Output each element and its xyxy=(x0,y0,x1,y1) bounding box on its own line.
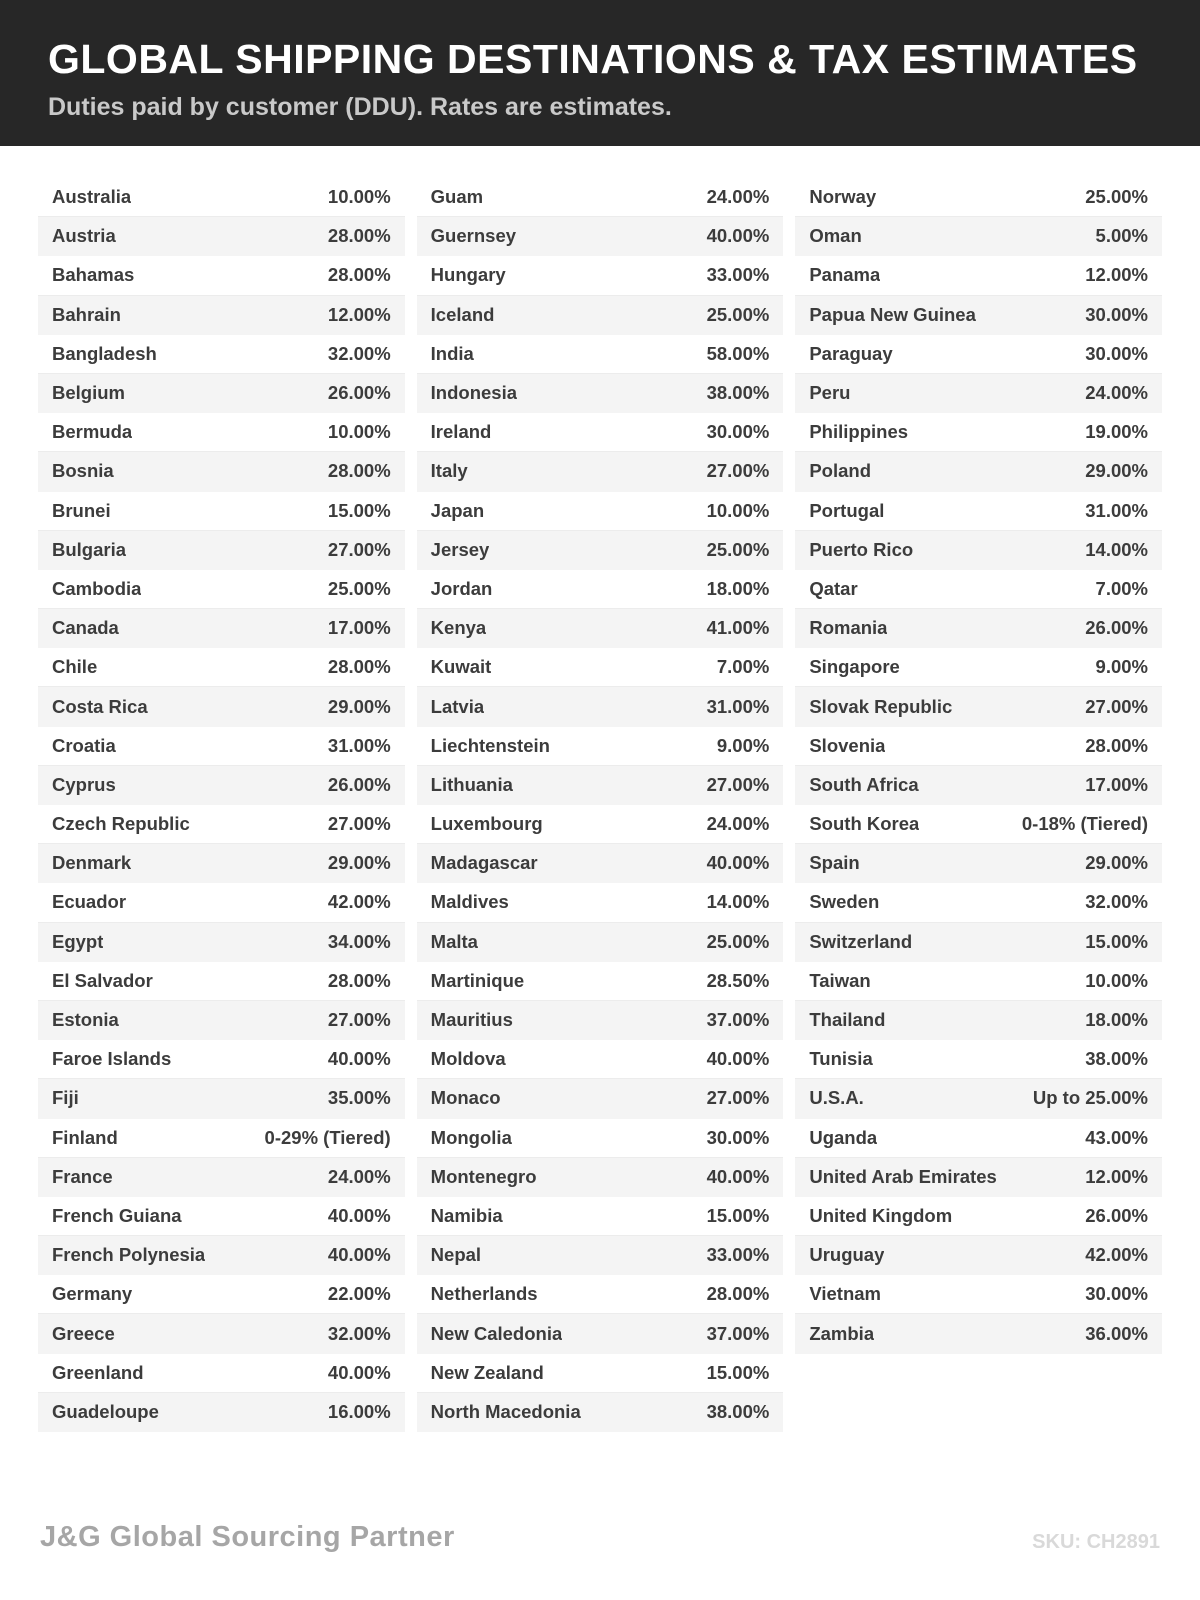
tax-rate: 26.00% xyxy=(327,773,391,795)
country-name: France xyxy=(52,1165,113,1187)
tax-rate: 27.00% xyxy=(706,773,770,795)
country-name: Oman xyxy=(809,225,862,247)
country-name: Czech Republic xyxy=(52,813,190,835)
country-name: South Africa xyxy=(809,773,919,795)
country-name: Ireland xyxy=(430,421,492,443)
page-footer xyxy=(40,1521,1160,1554)
country-name: Qatar xyxy=(809,577,858,599)
table-row xyxy=(795,844,1162,883)
country-name: El Salvador xyxy=(52,969,153,991)
tax-rate: 10.00% xyxy=(327,421,391,443)
table-row xyxy=(417,766,784,805)
country-name: Estonia xyxy=(52,1009,119,1031)
country-name: United Kingdom xyxy=(809,1204,953,1226)
table-row xyxy=(417,727,784,766)
table-row xyxy=(417,178,784,217)
tax-rate: 12.00% xyxy=(327,303,391,325)
tax-rate: 28.00% xyxy=(327,460,391,482)
tax-rate: 7.00% xyxy=(1095,577,1149,599)
tax-rate: 36.00% xyxy=(1085,1322,1149,1344)
country-name: Greece xyxy=(52,1322,115,1344)
country-name: Poland xyxy=(809,460,872,482)
table-row xyxy=(795,256,1162,295)
table-row xyxy=(417,609,784,648)
country-name: Spain xyxy=(809,852,860,874)
tax-rate: 10.00% xyxy=(706,499,770,521)
country-name: New Caledonia xyxy=(430,1322,563,1344)
table-row xyxy=(38,492,405,531)
table-row xyxy=(38,962,405,1001)
country-name: Germany xyxy=(52,1283,133,1305)
table-row xyxy=(417,844,784,883)
country-name: Australia xyxy=(52,186,132,208)
table-row xyxy=(38,413,405,452)
table-row xyxy=(417,687,784,726)
country-name: Namibia xyxy=(430,1204,503,1226)
table-row xyxy=(795,296,1162,335)
country-name: Papua New Guinea xyxy=(809,303,976,325)
tax-rate: 28.00% xyxy=(327,656,391,678)
country-name: Uruguay xyxy=(809,1244,885,1266)
country-name: Slovenia xyxy=(809,734,886,756)
tax-rate: 30.00% xyxy=(1085,303,1149,325)
country-name: Bulgaria xyxy=(52,538,127,560)
tax-rate: 24.00% xyxy=(706,186,770,208)
tax-rate: 9.00% xyxy=(1095,656,1149,678)
table-row xyxy=(795,687,1162,726)
country-name: Panama xyxy=(809,264,881,286)
country-name: French Guiana xyxy=(52,1204,182,1226)
tax-rate: 29.00% xyxy=(1085,852,1149,874)
table-row xyxy=(38,687,405,726)
tax-rate: 41.00% xyxy=(706,617,770,639)
table-row xyxy=(417,805,784,844)
country-name: Japan xyxy=(430,499,485,521)
tax-rate-table xyxy=(0,146,1200,1432)
table-row xyxy=(38,178,405,217)
tax-rate: 17.00% xyxy=(327,617,391,639)
country-name: India xyxy=(430,342,474,364)
page-title: GLOBAL SHIPPING DESTINATIONS & TAX ESTIMATES xyxy=(48,36,1138,82)
table-row xyxy=(38,1314,405,1353)
table-column-2 xyxy=(417,178,784,1432)
country-name: Romania xyxy=(809,617,888,639)
table-row xyxy=(417,570,784,609)
tax-rate: 10.00% xyxy=(327,186,391,208)
tax-rate: 27.00% xyxy=(327,813,391,835)
table-row xyxy=(795,413,1162,452)
tax-rate: 30.00% xyxy=(1085,342,1149,364)
table-row xyxy=(38,1275,405,1314)
tax-rate: 38.00% xyxy=(706,1400,770,1422)
page-header xyxy=(0,0,1200,146)
tax-rate: 32.00% xyxy=(327,342,391,364)
table-row xyxy=(38,570,405,609)
country-name: French Polynesia xyxy=(52,1244,206,1266)
country-name: Switzerland xyxy=(809,930,913,952)
country-name: Portugal xyxy=(809,499,885,521)
table-row xyxy=(38,296,405,335)
table-row xyxy=(417,1001,784,1040)
table-row xyxy=(38,844,405,883)
tax-rate: 40.00% xyxy=(327,1361,391,1383)
table-row xyxy=(795,1040,1162,1079)
country-name: Madagascar xyxy=(430,852,538,874)
table-column-1 xyxy=(38,178,405,1432)
table-row xyxy=(38,1197,405,1236)
country-name: Bahrain xyxy=(52,303,121,325)
tax-rate: 15.00% xyxy=(1085,930,1149,952)
tax-rate: 32.00% xyxy=(1085,891,1149,913)
table-row xyxy=(795,962,1162,1001)
country-name: Monaco xyxy=(430,1087,501,1109)
tax-rate: 24.00% xyxy=(706,813,770,835)
country-name: Costa Rica xyxy=(52,695,148,717)
table-row xyxy=(417,374,784,413)
country-name: Bahamas xyxy=(52,264,135,286)
tax-rate: 0-18% (Tiered) xyxy=(1021,813,1149,835)
tax-rate: 27.00% xyxy=(706,1087,770,1109)
tax-rate: 31.00% xyxy=(327,734,391,756)
table-row xyxy=(795,1236,1162,1275)
country-name: Fiji xyxy=(52,1087,79,1109)
table-row xyxy=(795,492,1162,531)
country-name: Luxembourg xyxy=(430,813,543,835)
country-name: Guam xyxy=(430,186,484,208)
tax-rate: 28.00% xyxy=(327,225,391,247)
tax-rate: 28.00% xyxy=(1085,734,1149,756)
table-row xyxy=(795,1079,1162,1118)
table-row xyxy=(38,727,405,766)
country-name: Ecuador xyxy=(52,891,127,913)
country-name: Jersey xyxy=(430,538,490,560)
table-row xyxy=(417,1119,784,1158)
country-name: New Zealand xyxy=(430,1361,544,1383)
table-row xyxy=(795,217,1162,256)
tax-rate: 42.00% xyxy=(1085,1244,1149,1266)
country-name: South Korea xyxy=(809,813,920,835)
tax-rate: 38.00% xyxy=(706,382,770,404)
country-name: Latvia xyxy=(430,695,485,717)
country-name: Uganda xyxy=(809,1126,878,1148)
table-row xyxy=(417,1040,784,1079)
table-row xyxy=(795,727,1162,766)
country-name: Jordan xyxy=(430,577,493,599)
table-row xyxy=(38,1001,405,1040)
country-name: Maldives xyxy=(430,891,509,913)
table-row xyxy=(795,805,1162,844)
sku-label: SKU: CH2891 xyxy=(1032,1531,1160,1553)
table-row xyxy=(417,413,784,452)
tax-rate: 5.00% xyxy=(1095,225,1149,247)
country-name: Canada xyxy=(52,617,119,639)
country-name: Cyprus xyxy=(52,773,116,795)
tax-rate: 15.00% xyxy=(706,1204,770,1226)
table-row xyxy=(795,609,1162,648)
table-row xyxy=(38,374,405,413)
country-name: Italy xyxy=(430,460,468,482)
tax-rate: 40.00% xyxy=(706,225,770,247)
country-name: Bermuda xyxy=(52,421,133,443)
country-name: Sweden xyxy=(809,891,880,913)
tax-rate: 34.00% xyxy=(327,930,391,952)
tax-rate: 43.00% xyxy=(1085,1126,1149,1148)
country-name: Guadeloupe xyxy=(52,1400,159,1422)
country-name: Chile xyxy=(52,656,98,678)
table-row xyxy=(417,256,784,295)
country-name: Martinique xyxy=(430,969,525,991)
tax-rate: 24.00% xyxy=(327,1165,391,1187)
country-name: Kuwait xyxy=(430,656,492,678)
country-name: Malta xyxy=(430,930,478,952)
table-row xyxy=(417,1079,784,1118)
tax-rate: 31.00% xyxy=(1085,499,1149,521)
country-name: Tunisia xyxy=(809,1048,873,1070)
tax-rate: 58.00% xyxy=(706,342,770,364)
tax-rate: 27.00% xyxy=(1085,695,1149,717)
tax-rate: 30.00% xyxy=(706,1126,770,1148)
table-row xyxy=(417,492,784,531)
country-name: Taiwan xyxy=(809,969,871,991)
country-name: Thailand xyxy=(809,1009,886,1031)
tax-rate: 18.00% xyxy=(1085,1009,1149,1031)
brand-name: J&G Global Sourcing Partner xyxy=(40,1521,455,1553)
tax-rate: 24.00% xyxy=(1085,382,1149,404)
tax-rate: 30.00% xyxy=(706,421,770,443)
country-name: Finland xyxy=(52,1126,118,1148)
table-row xyxy=(38,1236,405,1275)
tax-rate: 35.00% xyxy=(327,1087,391,1109)
country-name: Liechtenstein xyxy=(430,734,550,756)
country-name: Lithuania xyxy=(430,773,513,795)
tax-rate: 27.00% xyxy=(706,460,770,482)
table-row xyxy=(795,374,1162,413)
tax-rate: 38.00% xyxy=(1085,1048,1149,1070)
table-row xyxy=(417,648,784,687)
table-row xyxy=(795,1314,1162,1353)
tax-rate: 25.00% xyxy=(706,538,770,560)
table-row xyxy=(417,1275,784,1314)
tax-rate: 28.00% xyxy=(706,1283,770,1305)
country-name: Philippines xyxy=(809,421,909,443)
tax-rate: 0-29% (Tiered) xyxy=(264,1126,391,1148)
table-row xyxy=(417,962,784,1001)
table-row xyxy=(795,1275,1162,1314)
tax-rate: 29.00% xyxy=(1085,460,1149,482)
tax-rate: 15.00% xyxy=(327,499,391,521)
table-row xyxy=(417,1393,784,1432)
table-row xyxy=(417,1354,784,1393)
tax-rate: 32.00% xyxy=(327,1322,391,1344)
table-row xyxy=(38,1079,405,1118)
table-row xyxy=(795,648,1162,687)
tax-rate: 14.00% xyxy=(1085,538,1149,560)
table-row xyxy=(38,609,405,648)
tax-rate: 18.00% xyxy=(706,577,770,599)
tax-rate: 40.00% xyxy=(327,1244,391,1266)
table-row xyxy=(38,805,405,844)
tax-rate: 26.00% xyxy=(1085,617,1149,639)
table-row xyxy=(417,1314,784,1353)
table-row xyxy=(795,923,1162,962)
tax-rate: 22.00% xyxy=(327,1283,391,1305)
table-column-3 xyxy=(795,178,1162,1354)
table-row xyxy=(38,1040,405,1079)
table-row xyxy=(38,531,405,570)
country-name: Montenegro xyxy=(430,1165,537,1187)
table-row xyxy=(38,923,405,962)
country-name: Belgium xyxy=(52,382,125,404)
table-row xyxy=(417,883,784,922)
tax-rate: 40.00% xyxy=(706,852,770,874)
country-name: Slovak Republic xyxy=(809,695,953,717)
tax-rate: 14.00% xyxy=(706,891,770,913)
country-name: Mongolia xyxy=(430,1126,512,1148)
tax-rate: 27.00% xyxy=(327,538,391,560)
tax-rate: 40.00% xyxy=(706,1048,770,1070)
tax-rate: 40.00% xyxy=(327,1204,391,1226)
table-row xyxy=(417,923,784,962)
tax-rate: 28.00% xyxy=(327,264,391,286)
country-name: Faroe Islands xyxy=(52,1048,172,1070)
country-name: Paraguay xyxy=(809,342,893,364)
country-name: United Arab Emirates xyxy=(809,1165,997,1187)
country-name: Denmark xyxy=(52,852,132,874)
country-name: Singapore xyxy=(809,656,900,678)
country-name: Austria xyxy=(52,225,116,247)
table-row xyxy=(417,335,784,374)
country-name: Vietnam xyxy=(809,1283,881,1305)
tax-rate: 25.00% xyxy=(706,930,770,952)
country-name: Norway xyxy=(809,186,877,208)
tax-rate: 10.00% xyxy=(1085,969,1149,991)
tax-rate: 25.00% xyxy=(1085,186,1149,208)
country-name: Brunei xyxy=(52,499,111,521)
table-row xyxy=(38,648,405,687)
table-row xyxy=(38,335,405,374)
tax-rate: 30.00% xyxy=(1085,1283,1149,1305)
country-name: Cambodia xyxy=(52,577,142,599)
country-name: Mauritius xyxy=(430,1009,513,1031)
tax-rate: 40.00% xyxy=(706,1165,770,1187)
country-name: Netherlands xyxy=(430,1283,538,1305)
tax-rate: 42.00% xyxy=(327,891,391,913)
tax-rate: 29.00% xyxy=(327,695,391,717)
tax-rate: 17.00% xyxy=(1085,773,1149,795)
country-name: Egypt xyxy=(52,930,104,952)
country-name: North Macedonia xyxy=(430,1400,581,1422)
page-subtitle: Duties paid by customer (DDU). Rates are estimates. xyxy=(48,93,672,121)
country-name: Bosnia xyxy=(52,460,114,482)
table-row xyxy=(38,452,405,491)
country-name: Hungary xyxy=(430,264,506,286)
table-row xyxy=(795,1197,1162,1236)
table-row xyxy=(795,1158,1162,1197)
table-row xyxy=(795,570,1162,609)
tax-rate: 12.00% xyxy=(1085,264,1149,286)
table-row xyxy=(417,452,784,491)
tax-rate: 25.00% xyxy=(706,303,770,325)
table-row xyxy=(38,1119,405,1158)
tax-rate: 16.00% xyxy=(327,1400,391,1422)
table-row xyxy=(795,883,1162,922)
tax-rate: 25.00% xyxy=(327,577,391,599)
table-row xyxy=(417,1236,784,1275)
tax-rate: 37.00% xyxy=(706,1009,770,1031)
table-row xyxy=(38,883,405,922)
table-row xyxy=(795,452,1162,491)
table-row xyxy=(795,335,1162,374)
tax-rate: 29.00% xyxy=(327,852,391,874)
tax-rate: 7.00% xyxy=(716,656,770,678)
table-row xyxy=(417,1158,784,1197)
country-name: Peru xyxy=(809,382,851,404)
tax-rate: 37.00% xyxy=(706,1322,770,1344)
tax-rate: 31.00% xyxy=(706,695,770,717)
table-row xyxy=(417,217,784,256)
country-name: Croatia xyxy=(52,734,116,756)
country-name: Zambia xyxy=(809,1322,875,1344)
country-name: Iceland xyxy=(430,303,495,325)
table-row xyxy=(795,531,1162,570)
table-row xyxy=(795,178,1162,217)
tax-rate: 12.00% xyxy=(1085,1165,1149,1187)
table-row xyxy=(417,296,784,335)
table-row xyxy=(38,766,405,805)
country-name: Kenya xyxy=(430,617,487,639)
tax-rate: Up to 25.00% xyxy=(1032,1087,1149,1109)
country-name: Puerto Rico xyxy=(809,538,914,560)
table-row xyxy=(38,256,405,295)
tax-rate: 26.00% xyxy=(327,382,391,404)
tax-rate: 28.50% xyxy=(706,969,770,991)
tax-rate: 33.00% xyxy=(706,1244,770,1266)
table-row xyxy=(795,1001,1162,1040)
country-name: Guernsey xyxy=(430,225,517,247)
table-row xyxy=(38,1354,405,1393)
tax-rate: 15.00% xyxy=(706,1361,770,1383)
table-row xyxy=(795,766,1162,805)
country-name: Nepal xyxy=(430,1244,482,1266)
country-name: U.S.A. xyxy=(809,1087,864,1109)
table-row xyxy=(38,1158,405,1197)
table-row xyxy=(795,1119,1162,1158)
table-row xyxy=(417,531,784,570)
tax-rate: 40.00% xyxy=(327,1048,391,1070)
table-row xyxy=(417,1197,784,1236)
country-name: Moldova xyxy=(430,1048,506,1070)
country-name: Greenland xyxy=(52,1361,144,1383)
tax-rate: 9.00% xyxy=(716,734,770,756)
table-row xyxy=(38,217,405,256)
country-name: Indonesia xyxy=(430,382,518,404)
table-row xyxy=(38,1393,405,1432)
tax-rate: 19.00% xyxy=(1085,421,1149,443)
tax-rate: 27.00% xyxy=(327,1009,391,1031)
tax-rate: 33.00% xyxy=(706,264,770,286)
tax-rate: 28.00% xyxy=(327,969,391,991)
tax-rate: 26.00% xyxy=(1085,1204,1149,1226)
country-name: Bangladesh xyxy=(52,342,157,364)
